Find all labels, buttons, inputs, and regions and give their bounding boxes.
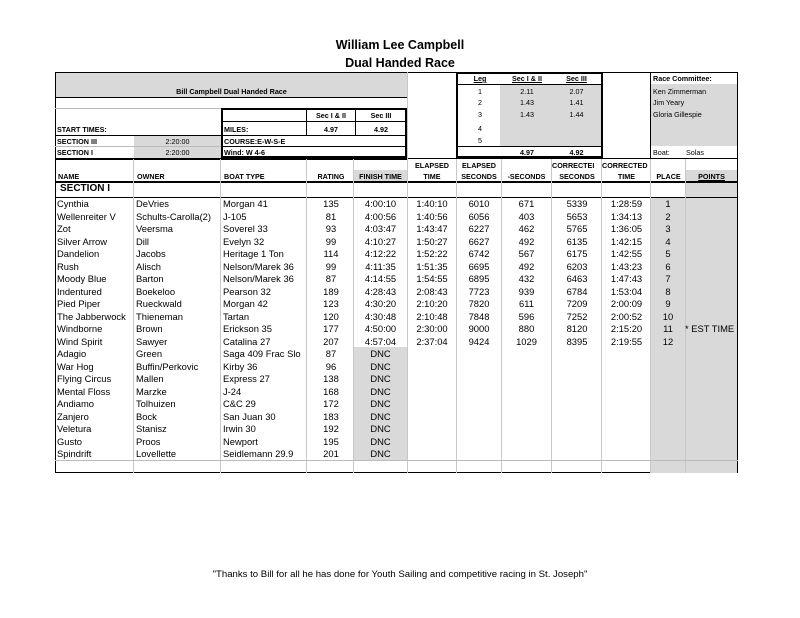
cell-csec: 6135: [566, 235, 588, 247]
cell-ctime: 1:43:23: [610, 260, 643, 272]
cell-rating: 87: [325, 273, 337, 284]
cell-rating: 138: [323, 373, 339, 384]
table-row: [55, 211, 738, 223]
leg-leg: 2: [478, 98, 482, 107]
cell-finish: 4:11:35: [365, 260, 396, 272]
table-row: [55, 423, 738, 435]
cell-rating: 93: [325, 223, 337, 234]
cell-rating: 207: [323, 335, 339, 347]
cell-place: 12: [662, 335, 674, 347]
cell-rating: 87: [325, 348, 337, 359]
cell-boat: San Juan 30: [223, 410, 276, 422]
cell-owner: Proos: [136, 435, 161, 447]
leg-leg: 5: [478, 136, 482, 145]
divider: [221, 146, 407, 147]
committee-member: Jim Yeary: [653, 98, 685, 107]
table-row: [55, 448, 738, 460]
divider: [55, 135, 221, 136]
cell-csec: 6784: [566, 285, 588, 297]
cell-finish: DNC: [370, 423, 391, 434]
col-finish: FINISH TIME: [359, 172, 402, 181]
divider: [55, 146, 221, 147]
cell-owner: Tolhuizen: [136, 398, 176, 409]
cell-boat: Soverel 33: [223, 223, 268, 234]
table-row: [55, 198, 738, 210]
cell-csec: 5653: [566, 210, 588, 222]
committee-label: Race Committee:: [653, 74, 712, 83]
cell-name: Zanjero: [57, 410, 89, 422]
col-corrected-time: TIME: [617, 172, 636, 181]
cell-rating: 114: [323, 248, 339, 259]
cell-sec: 596: [518, 310, 535, 322]
cell-esec: 7820: [468, 298, 490, 309]
cell-rating: 189: [323, 285, 339, 297]
col-name: NAME: [58, 172, 80, 181]
cell-elapsed: 2:37:04: [416, 335, 448, 347]
cell-boat: Morgan 42: [223, 298, 268, 309]
table-row: [55, 348, 738, 360]
cell-ctime: 2:00:09: [610, 298, 643, 309]
cell-boat: Nelson/Marek 36: [223, 260, 294, 272]
cell-elapsed: 1:43:47: [416, 223, 448, 234]
cell-boat: Erickson 35: [223, 323, 272, 334]
cell-finish: 4:14:55: [364, 273, 397, 284]
cell-owner: Rueckwald: [136, 298, 182, 309]
cell-owner: Bock: [136, 410, 157, 422]
section1-label: SECTION I: [57, 148, 93, 157]
cell-boat: C&C 29: [223, 398, 256, 409]
col-elapsed: TIME: [423, 172, 441, 181]
col-elapsed-seconds: SECONDS: [461, 172, 497, 181]
cell-esec: 6627: [468, 235, 490, 247]
cell-owner: Lovellette: [136, 448, 177, 459]
cell-elapsed: 1:54:55: [416, 273, 448, 284]
cell-place: 4: [665, 235, 671, 247]
cell-finish: DNC: [370, 398, 391, 409]
legs-header-leg: Leg: [473, 74, 487, 83]
cell-ctime: 2:19:55: [610, 335, 643, 347]
cell-name: Spindrift: [57, 448, 92, 459]
table-row: [55, 236, 738, 248]
table-row: [55, 361, 738, 373]
start-times-label: START TIMES:: [57, 125, 107, 134]
cell-esec: 6695: [468, 260, 490, 272]
cell-sec: 492: [518, 260, 535, 272]
cell-boat: J-105: [223, 210, 247, 222]
cell-name: Wellenreiter V: [57, 210, 116, 222]
cell-esec: 6227: [468, 223, 490, 234]
cell-rating: 177: [323, 323, 339, 334]
cell-elapsed: 2:30:00: [416, 323, 448, 334]
cell-name: Silver Arrow: [57, 235, 108, 247]
table-row: [55, 323, 738, 335]
cell-boat: Catalina 27: [223, 335, 271, 347]
cell-finish: DNC: [370, 410, 391, 422]
miles-sec3: 4.92: [374, 125, 388, 134]
cell-owner: Marzke: [136, 385, 167, 397]
cell-finish: DNC: [370, 348, 391, 359]
col-corrected-seconds: SECONDS: [559, 172, 595, 181]
cell-rating: 172: [323, 398, 339, 409]
cell-owner: Barton: [136, 273, 164, 284]
cell-owner: Boekeloo: [136, 285, 176, 297]
cell-finish: 4:57:04: [364, 335, 397, 347]
cell-place: 1: [665, 198, 671, 209]
cell-ctime: 1:42:55: [610, 248, 643, 259]
table-row: [55, 411, 738, 423]
committee-member: Ken Zimmerman: [653, 87, 707, 96]
table-row: [55, 436, 738, 448]
table-row: [55, 273, 738, 285]
page-title: William Lee Campbell: [335, 38, 465, 52]
cell-rating: 99: [325, 235, 337, 247]
cell-esec: 7848: [468, 310, 490, 322]
cell-finish: 4:50:00: [364, 323, 397, 334]
cell-owner: Thieneman: [136, 310, 183, 322]
cell-ctime: 1:53:04: [610, 285, 643, 297]
cell-sec: 432: [518, 273, 535, 284]
table-row: [55, 373, 738, 385]
col-owner: OWNER: [137, 172, 165, 181]
cell-name: Moody Blue: [57, 273, 107, 284]
cell-name: Wind Spirit: [57, 335, 103, 347]
leg-s12: 1.43: [520, 98, 534, 107]
cell-finish: DNC: [370, 435, 391, 447]
divider: [55, 460, 738, 461]
cell-sec: 492: [518, 235, 535, 247]
cell-rating: 123: [323, 298, 339, 309]
cell-owner: Schults-Carolla(2): [136, 210, 212, 222]
cell-place: 7: [665, 273, 671, 284]
cell-csec: 8395: [566, 335, 588, 347]
table-row: [55, 223, 738, 235]
table-row: [55, 386, 738, 398]
divider: [456, 84, 603, 85]
miles-label: MILES:: [224, 125, 249, 134]
cell-name: Windborne: [57, 323, 103, 334]
cell-rating: 135: [323, 198, 339, 209]
divider: [221, 135, 407, 136]
course-label: COURSE:E-W-S-E: [224, 137, 286, 146]
cell-owner: Mallen: [136, 373, 164, 384]
cell-owner: Alisch: [136, 260, 162, 272]
cell-owner: Dill: [136, 235, 150, 247]
cell-elapsed: 1:40:10: [416, 198, 448, 209]
cell-name: Indentured: [57, 285, 102, 297]
committee-boat: Solas: [686, 148, 704, 157]
table-row: [55, 248, 738, 260]
cell-rating: 120: [323, 310, 339, 322]
cell-name: War Hog: [57, 360, 94, 372]
cell-finish: 4:03:47: [364, 223, 397, 234]
cell-boat: Kirby 36: [223, 360, 258, 372]
col-elapsed-sec-top: ELAPSED: [462, 161, 496, 170]
cell-rating: 201: [323, 448, 339, 459]
cell-ctime: 2:00:52: [610, 310, 643, 322]
cell-finish: DNC: [370, 448, 391, 459]
cell-rating: 183: [323, 410, 339, 422]
cell-name: Andiamo: [57, 398, 95, 409]
cell-elapsed: 1:50:27: [416, 235, 448, 247]
section3-start: 2:20:00: [165, 137, 190, 146]
cell-rating: 99: [325, 260, 337, 272]
race-name: Bill Campbell Dual Handed Race: [176, 87, 287, 96]
miles-sec12: 4.97: [324, 125, 338, 134]
cell-boat: Irwin 30: [223, 423, 256, 434]
cell-esec: 9000: [468, 323, 490, 334]
table-row: [55, 286, 738, 298]
col-rating: RATING: [317, 172, 345, 181]
section1-start: 2:20:00: [165, 148, 190, 157]
cell-finish: 4:00:10: [364, 198, 397, 209]
cell-finish: 4:10:27: [364, 235, 397, 247]
cell-owner: Jacobs: [136, 248, 166, 259]
cell-owner: DeVries: [136, 198, 169, 209]
cell-owner: Green: [136, 348, 163, 359]
leg-s3: 1.41: [569, 98, 584, 107]
cell-name: Gusto: [57, 435, 83, 447]
cell-esec: 6895: [468, 273, 490, 284]
table-row: [55, 261, 738, 273]
cell-name: Zot: [57, 223, 71, 234]
leg-s3: 2.07: [569, 87, 584, 96]
cell-rating: 192: [323, 423, 339, 434]
cell-finish: DNC: [370, 385, 391, 397]
footer-note: "Thanks to Bill for all he has done for Youth Sailing and competitive racing in St. Joseph": [212, 569, 588, 580]
cell-sec: 880: [518, 323, 535, 334]
cell-rating: 168: [323, 385, 339, 397]
cell-rating: 81: [325, 210, 337, 222]
cell-rating: 195: [323, 435, 339, 447]
col-corrected-top1: CORRECTEI: [552, 161, 595, 170]
leg-s3: 1.44: [569, 110, 584, 119]
col-corrected-top2: CORRECTED: [602, 161, 648, 170]
table-row: [55, 311, 738, 323]
leg-s12: 2.11: [520, 87, 534, 96]
cell-boat: Saga 409 Frac Slo: [223, 348, 301, 359]
cell-owner: Veersma: [136, 223, 173, 234]
cell-place: 8: [665, 285, 671, 297]
legs-total-s3: 4.92: [569, 148, 584, 157]
cell-name: Veletura: [57, 423, 92, 434]
leg-leg: 3: [478, 110, 482, 119]
cell-owner: Brown: [136, 323, 163, 334]
cell-boat: Seidlemann 29.9: [223, 448, 294, 459]
cell-boat: Express 27: [223, 373, 270, 384]
cell-finish: 4:30:20: [364, 298, 397, 309]
cell-rating: 96: [325, 360, 337, 372]
cell-sec: 567: [518, 248, 535, 259]
cell-ctime: 1:47:43: [610, 273, 643, 284]
table-row: [55, 398, 738, 410]
cell-sec: 462: [518, 223, 535, 234]
cell-ctime: 1:36:05: [610, 223, 643, 234]
cell-finish: 4:30:48: [364, 310, 397, 322]
cell-csec: 6175: [566, 248, 588, 259]
legs-total-s12: 4.97: [520, 148, 534, 157]
cell-elapsed: 1:52:22: [416, 248, 448, 259]
leg-leg: 1: [478, 87, 482, 96]
cell-name: Rush: [57, 260, 79, 272]
cell-boat: J-24: [223, 385, 242, 397]
cell-elapsed: 2:10:20: [416, 298, 448, 309]
cell-place: 9: [665, 298, 671, 309]
divider: [55, 97, 407, 98]
boat-label: Boat:: [653, 148, 670, 157]
col-points: POINTS: [698, 172, 725, 181]
cell-ctime: 1:42:15: [610, 235, 643, 247]
cell-finish: DNC: [370, 360, 391, 372]
cell-place: 10: [662, 310, 674, 322]
cell-finish: DNC: [370, 373, 391, 384]
cell-name: Dandelion: [57, 248, 100, 259]
cell-esec: 6010: [468, 198, 490, 209]
cell-esec: 9424: [468, 335, 490, 347]
cell-sec: 611: [519, 298, 534, 309]
cell-finish: 4:28:43: [364, 285, 397, 297]
cell-sec: 671: [518, 198, 535, 209]
cell-name: Cynthia: [57, 198, 89, 209]
cell-finish: 4:00:56: [364, 210, 397, 222]
cell-name: The Jabberwock: [57, 310, 126, 322]
cell-name: Flying Circus: [57, 373, 112, 384]
cell-owner: Buffin/Perkovic: [136, 360, 199, 372]
cell-place: 2: [665, 210, 671, 222]
cell-csec: 7252: [566, 310, 588, 322]
cell-csec: 5765: [566, 223, 588, 234]
leg-s12: 1.43: [520, 110, 534, 119]
cell-boat: Heritage 1 Ton: [223, 248, 284, 259]
divider: [456, 146, 603, 147]
cell-esec: 6056: [468, 210, 490, 222]
cell-boat: Tartan: [223, 310, 250, 322]
leg-leg: 4: [478, 124, 482, 133]
divider: [650, 72, 651, 158]
cell-name: Pied Piper: [57, 298, 101, 309]
col-place: PLACE: [656, 172, 681, 181]
cell-csec: 6203: [566, 260, 588, 272]
cell-elapsed: 1:51:35: [416, 260, 448, 272]
cell-name: Adagio: [57, 348, 87, 359]
divider: [221, 121, 407, 122]
page-subtitle: Dual Handed Race: [345, 56, 455, 70]
cell-csec: 6463: [566, 273, 588, 284]
cell-ctime: 1:34:13: [610, 210, 643, 222]
cell-boat: Pearson 32: [223, 285, 271, 297]
cell-csec: 7209: [566, 298, 588, 309]
section3-label: SECTION III: [57, 137, 97, 146]
legs-header-s12: Sec I & II: [512, 74, 542, 83]
sec3-header: Sec III: [370, 111, 392, 120]
cell-csec: 5339: [566, 198, 588, 209]
col-seconds: -SECONDS: [507, 172, 546, 181]
divider: [55, 158, 407, 160]
cell-sec: 403: [518, 210, 535, 222]
wind-label: Wind: W 4-6: [224, 148, 266, 157]
cell-elapsed: 2:10:48: [416, 310, 448, 322]
cell-esec: 7723: [468, 285, 490, 297]
table-row: [55, 298, 738, 310]
cell-points: * EST TIME: [685, 323, 735, 334]
table-row: [55, 336, 738, 348]
cell-owner: Sawyer: [136, 335, 168, 347]
cell-finish: 4:12:22: [364, 248, 397, 259]
cell-place: 11: [663, 323, 673, 334]
cell-sec: 939: [518, 285, 535, 297]
cell-place: 3: [665, 223, 671, 234]
cell-boat: Newport: [223, 435, 258, 447]
cell-boat: Evelyn 32: [223, 235, 265, 247]
sec12-header: Sec I & II: [316, 111, 346, 120]
cell-csec: 8120: [566, 323, 588, 334]
cell-boat: Nelson/Marek 36: [223, 273, 294, 284]
col-boat-type: BOAT TYPE: [224, 172, 265, 181]
cell-place: 6: [665, 260, 671, 272]
committee-member: Gloria Gillespie: [653, 110, 702, 119]
cell-elapsed: 2:08:43: [416, 285, 448, 297]
cell-name: Mental Floss: [57, 385, 111, 397]
cell-place: 5: [665, 248, 671, 259]
legs-header-s3: Sec III: [566, 74, 587, 83]
cell-elapsed: 1:40:56: [416, 210, 448, 222]
cell-esec: 6742: [468, 248, 490, 259]
col-elapsed-top: ELAPSED: [415, 161, 449, 170]
cell-sec: 1029: [516, 335, 537, 347]
section-label: SECTION I: [60, 183, 111, 194]
cell-owner: Stanisz: [136, 423, 167, 434]
cell-ctime: 2:15:20: [610, 323, 643, 334]
cell-boat: Morgan 41: [223, 198, 268, 209]
cell-ctime: 1:28:59: [610, 198, 643, 209]
